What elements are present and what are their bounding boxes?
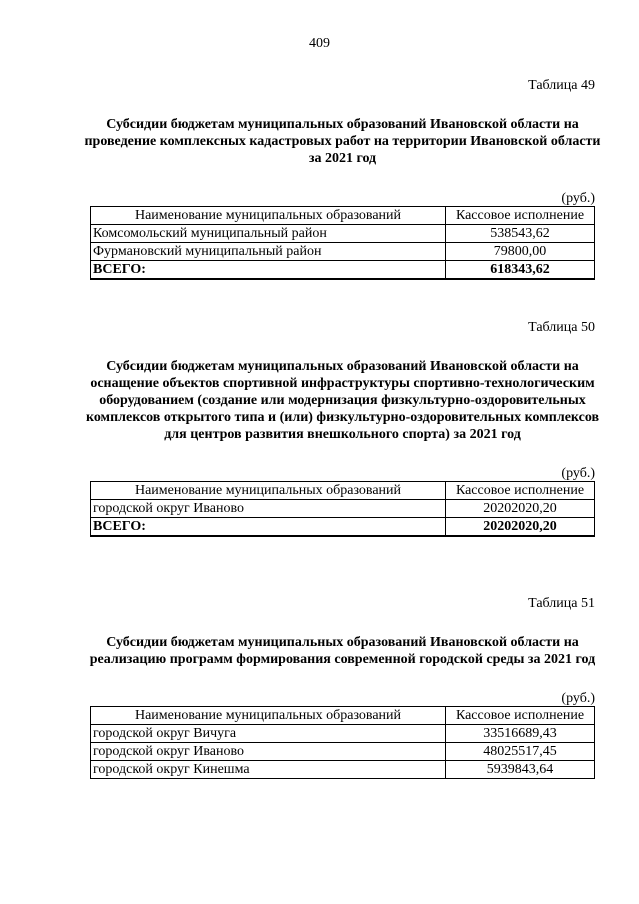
page-number: 409: [309, 36, 330, 51]
section-table-51: [90, 596, 595, 779]
table-label: Таблица 51: [528, 596, 595, 611]
data-table: [90, 706, 595, 779]
header-name: Наименование муниципальных образований: [91, 707, 446, 725]
table-label: Таблица 49: [528, 78, 595, 93]
table-row: [91, 225, 595, 243]
row-value: 33516689,43: [446, 725, 595, 743]
row-value: 79800,00: [446, 243, 595, 261]
row-name: городской округ Иваново: [91, 743, 446, 761]
row-value: 48025517,45: [446, 743, 595, 761]
data-table: [90, 206, 595, 280]
total-name: ВСЕГО:: [91, 261, 446, 280]
table-label: Таблица 50: [528, 320, 595, 335]
total-value: 618343,62: [446, 261, 595, 280]
table-row: [91, 761, 595, 779]
row-name: Комсомольский муниципальный район: [91, 225, 446, 243]
table-header-row: [91, 707, 595, 725]
table-header-row: [91, 482, 595, 500]
row-value: 538543,62: [446, 225, 595, 243]
table-row: [91, 743, 595, 761]
unit-label: (руб.): [561, 466, 595, 481]
row-name: городской округ Вичуга: [91, 725, 446, 743]
header-name: Наименование муниципальных образований: [91, 482, 446, 500]
table-row: [91, 243, 595, 261]
unit-label: (руб.): [561, 191, 595, 206]
section-title: Субсидии бюджетам муниципальных образований Ивановской области на оснащение объектов спортивной инфраструктуры спортивно-технологическим оборудованием (создание или модернизация физкультурно-оздоровительных комплексов открытого типа и (или) физкультурно-оздоровительных комплексов для центров развития внешкольного спорта) за 2021 год: [85, 359, 600, 442]
table-row: [91, 500, 595, 518]
header-value: Кассовое исполнение: [446, 207, 595, 225]
total-row: [91, 261, 595, 280]
row-name: Фурмановский муниципальный район: [91, 243, 446, 261]
total-name: ВСЕГО:: [91, 518, 446, 537]
table-row: [91, 725, 595, 743]
total-value: 20202020,20: [446, 518, 595, 537]
row-value: 20202020,20: [446, 500, 595, 518]
row-name: городской округ Иваново: [91, 500, 446, 518]
row-value: 5939843,64: [446, 761, 595, 779]
unit-label: (руб.): [561, 691, 595, 706]
section-title: Субсидии бюджетам муниципальных образований Ивановской области на проведение комплексных кадастровых работ на территории Ивановской области за 2021 год: [84, 117, 601, 166]
section-table-49: [84, 78, 601, 280]
header-value: Кассовое исполнение: [446, 482, 595, 500]
header-value: Кассовое исполнение: [446, 707, 595, 725]
table-header-row: [91, 207, 595, 225]
section-table-50: [85, 320, 600, 537]
row-name: городской округ Кинешма: [91, 761, 446, 779]
section-title: Субсидии бюджетам муниципальных образований Ивановской области на реализацию программ формирования современной городской среды за 2021 год: [89, 635, 596, 667]
total-row: [91, 518, 595, 537]
header-name: Наименование муниципальных образований: [91, 207, 446, 225]
data-table: [90, 481, 595, 537]
